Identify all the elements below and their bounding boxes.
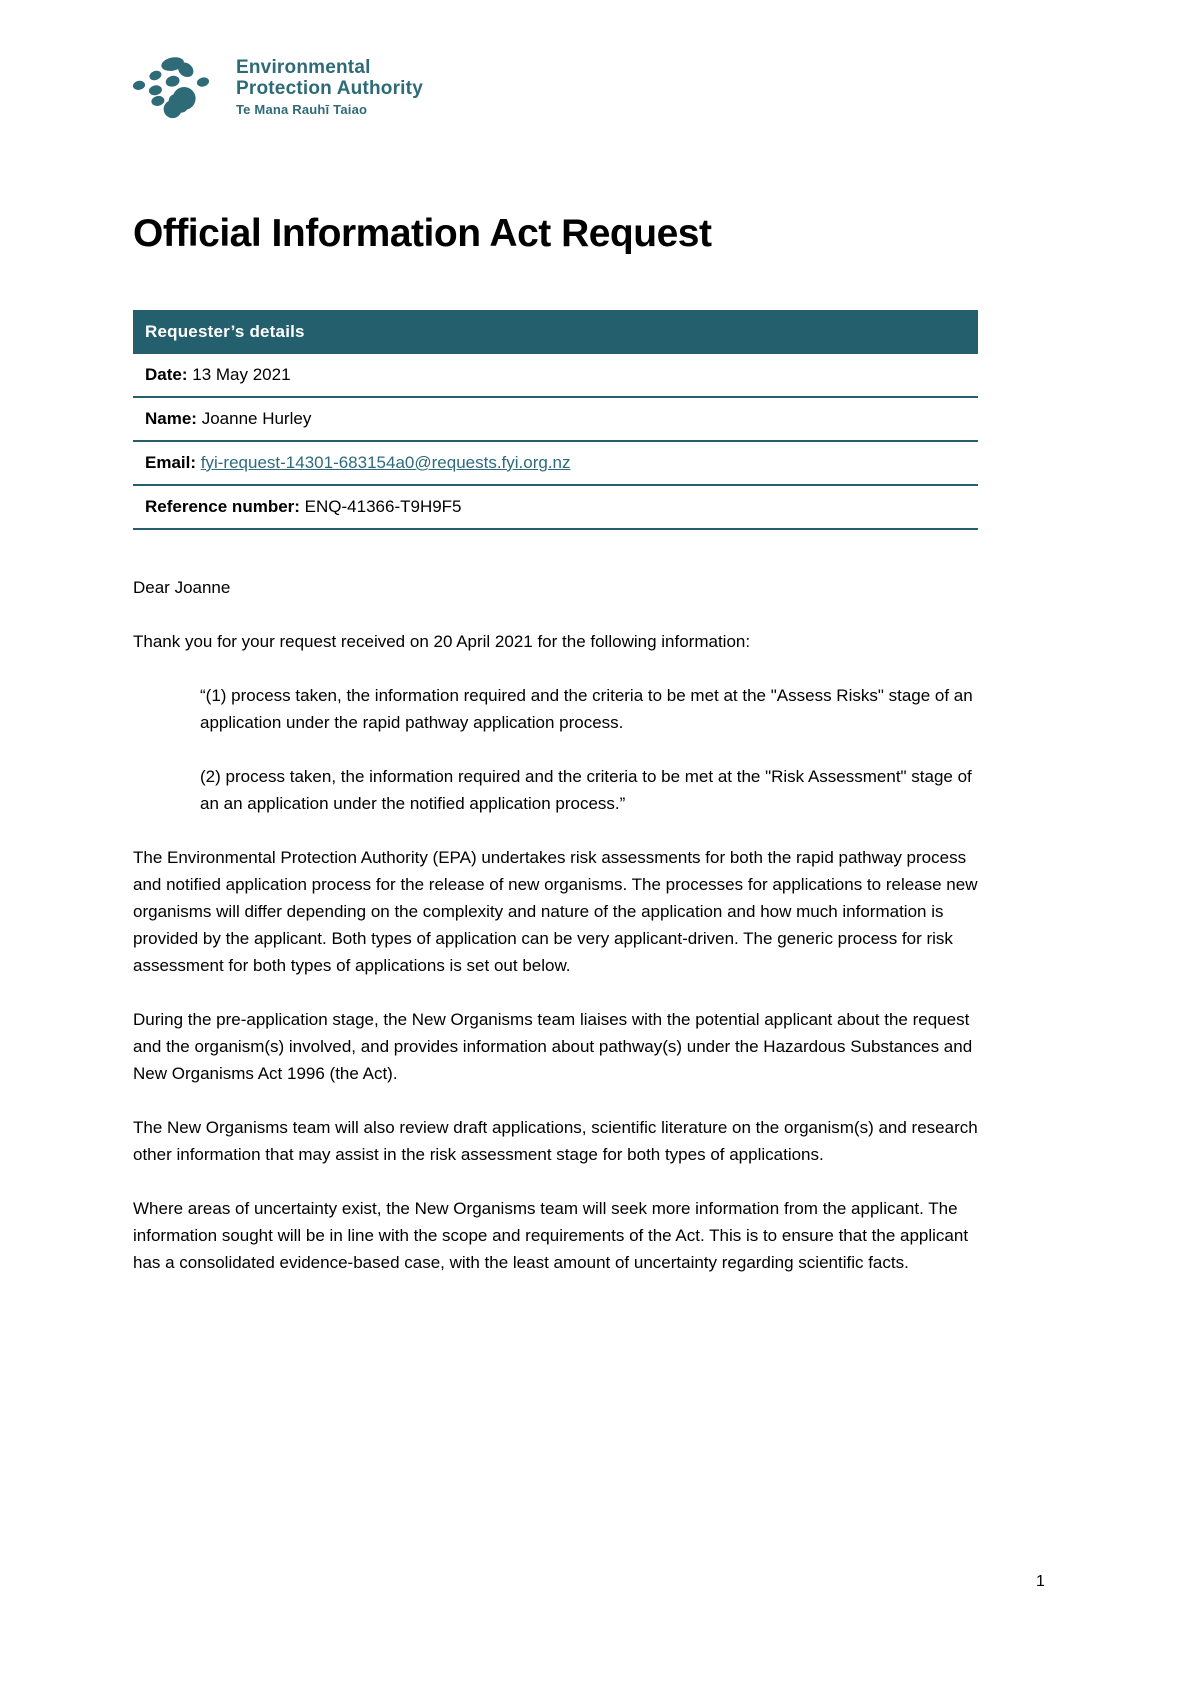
salutation: Dear Joanne <box>133 577 231 597</box>
letter-body <box>133 574 978 1276</box>
requester-details-table <box>133 310 978 530</box>
quoted-request-paragraph: “(1) process taken, the information required and the criteria to be met at the "Assess Risks" stage of an application under the rapid pathway application process. <box>200 685 973 732</box>
body-paragraph: During the pre-application stage, the New Organisms team liaises with the potential applicant about the request and the organism(s) involved, and provides information about pathway(s) under the Hazardous Substances and New Organisms Act 1996 (the Act). <box>133 1009 973 1083</box>
quoted-request-paragraph: (2) process taken, the information required and the criteria to be met at the "Risk Assessment" stage of an an application under the notified application process.” <box>200 766 972 813</box>
logo-org-name-line1: Environmental <box>236 57 371 78</box>
page-number: 1 <box>1036 1573 1045 1590</box>
epa-logo-text <box>236 57 423 117</box>
logo-org-name-line2: Protection Authority <box>236 78 423 99</box>
table-header-row <box>133 310 978 354</box>
body-paragraph: The New Organisms team will also review draft applications, scientific literature on the organism(s) and research other information that may assist in the risk assessment stage for both types of applications. <box>133 1117 978 1164</box>
epa-logo <box>130 54 423 120</box>
detail-label: Date: <box>145 364 188 384</box>
detail-label: Reference number: <box>145 496 300 516</box>
detail-value: 13 May 2021 <box>192 364 291 384</box>
table-row <box>133 441 978 485</box>
email-link[interactable]: fyi-request-14301-683154a0@requests.fyi.org.nz <box>200 452 571 472</box>
body-paragraphs <box>133 844 978 1276</box>
table-row <box>133 485 978 529</box>
detail-label: Email: <box>145 452 197 472</box>
logo-org-name <box>236 57 423 99</box>
table-row <box>133 354 978 397</box>
epa-logo-icon <box>130 54 212 120</box>
page-title: Official Information Act Request <box>133 212 712 255</box>
table-row <box>133 397 978 441</box>
logo-tagline: Te Mana Rauhī Taiao <box>236 102 368 117</box>
detail-value: Joanne Hurley <box>201 408 312 428</box>
letter-content <box>133 212 978 1303</box>
details-table-body <box>133 354 978 529</box>
body-paragraph: Where areas of uncertainty exist, the New Organisms team will seek more information from the applicant. The information sought will be in line with the scope and requirements of the Act. This is to ensure that the applicant has a consolidated evidence-based case, with the least amount of uncertainty regarding scientific facts. <box>133 1198 969 1272</box>
table-header-cell: Requester’s details <box>133 310 978 354</box>
detail-value: ENQ-41366-T9H9F5 <box>304 496 462 516</box>
intro-paragraph: Thank you for your request received on 20 April 2021 for the following information: <box>133 631 751 651</box>
quoted-request-block <box>200 682 988 817</box>
body-paragraph: The Environmental Protection Authority (EPA) undertakes risk assessments for both the rapid pathway process and notified application process for the release of new organisms. The processes for applications to release new organisms will differ depending on the complexity and nature of the application and how much information is provided by the applicant. Both types of application can be very applicant-driven. The generic process for risk assessment for both types of applications is set out below. <box>133 847 978 975</box>
detail-label: Name: <box>145 408 197 428</box>
